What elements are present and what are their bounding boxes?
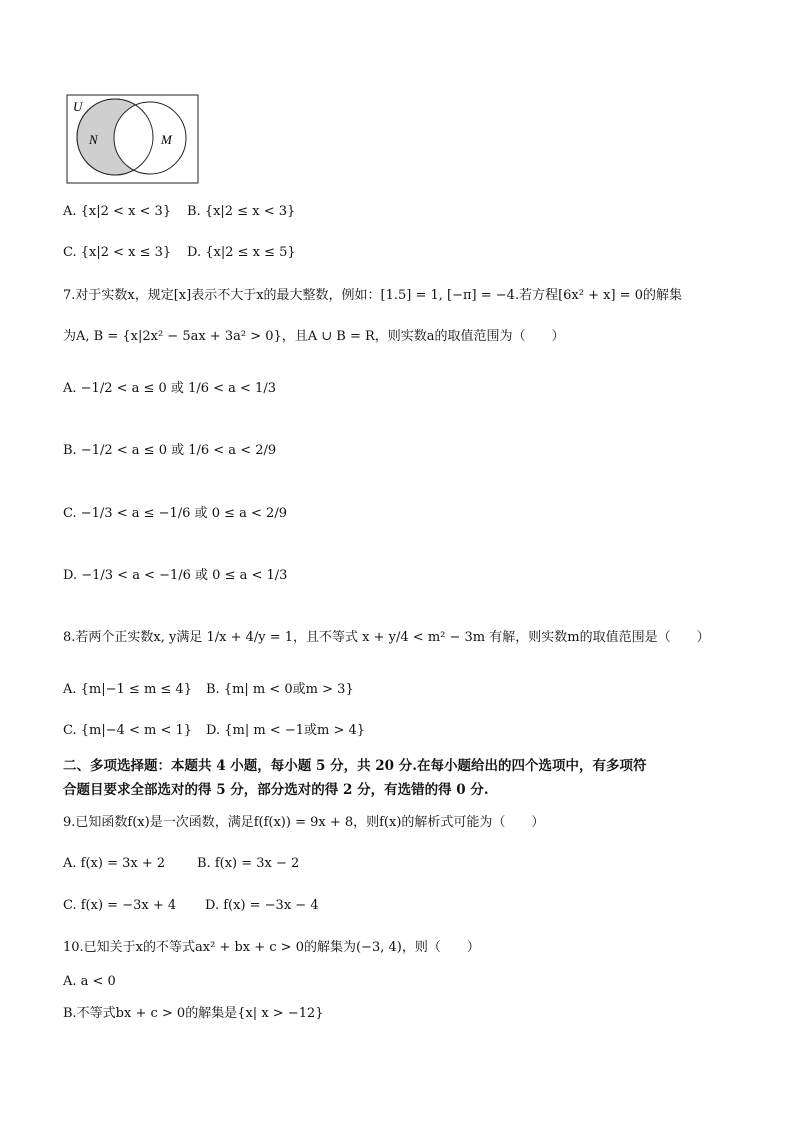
q7-stem-line2: 为A, B = {x|2x² − 5ax + 3a² > 0}，且A ∪ B = R，则实数a的取值范围为（ ） <box>63 329 565 344</box>
q8-stem: 8.若两个正实数x, y满足 1/x + 4/y = 1，且不等式 x + y/4 < m² − 3m 有解，则实数m的取值范围是（ ） <box>63 630 710 645</box>
q9-option-a: A. f(x) = 3x + 2 <box>63 856 166 871</box>
q6-option-a: A. {x|2 < x < 3} <box>63 204 172 219</box>
q10-stem: 10.已知关于x的不等式ax² + bx + c > 0的解集为(−3, 4)，则（ ） <box>63 940 480 955</box>
q10-option-a: A. a < 0 <box>63 974 116 989</box>
m-label: M <box>161 132 172 147</box>
q9-option-b: B. f(x) = 3x − 2 <box>197 856 300 871</box>
q8-option-d: D. {m| m < −1或m > 4} <box>206 723 366 738</box>
q6-option-b: B. {x|2 ≤ x < 3} <box>187 204 296 219</box>
set-m-circle <box>114 102 186 174</box>
q9-stem: 9.已知函数f(x)是一次函数，满足f(f(x)) = 9x + 8，则f(x)的解析式可能为（ ） <box>63 815 545 830</box>
n-label: N <box>89 132 98 147</box>
q7-option-c: C. −1/3 < a ≤ −1/6 或 0 ≤ a < 2/9 <box>63 506 287 521</box>
q7-option-a: A. −1/2 < a ≤ 0 或 1/6 < a < 1/3 <box>63 381 276 396</box>
q6-option-c: C. {x|2 < x ≤ 3} <box>63 245 172 260</box>
q7-stem-line1: 7.对于实数x，规定[x]表示不大于x的最大整数，例如：[1.5] = 1, [−π] = −4.若方程[6x² + x] = 0的解集 <box>63 288 682 303</box>
q8-option-c: C. {m|−4 < m < 1} <box>63 723 193 738</box>
q7-option-b: B. −1/2 < a ≤ 0 或 1/6 < a < 2/9 <box>63 443 277 458</box>
q8-option-a: A. {m|−1 ≤ m ≤ 4} <box>63 682 192 697</box>
section2-heading-line2: 合题目要求全部选对的得 5 分，部分选对的得 2 分，有选错的得 0 分. <box>63 782 489 798</box>
u-label: U <box>73 99 83 114</box>
q10-option-b: B.不等式bx + c > 0的解集是{x| x > −12} <box>63 1006 324 1021</box>
venn-diagram <box>66 94 199 184</box>
section2-heading-line1: 二、多项选择题：本题共 4 小题，每小题 5 分，共 20 分.在每小题给出的四个选项中，有多项符 <box>63 758 647 774</box>
q6-option-d: D. {x|2 ≤ x ≤ 5} <box>187 245 296 260</box>
q9-option-c: C. f(x) = −3x + 4 <box>63 898 177 913</box>
q9-option-d: D. f(x) = −3x − 4 <box>205 898 319 913</box>
q8-option-b: B. {m| m < 0或m > 3} <box>206 682 354 697</box>
q7-option-d: D. −1/3 < a < −1/6 或 0 ≤ a < 1/3 <box>63 568 288 583</box>
